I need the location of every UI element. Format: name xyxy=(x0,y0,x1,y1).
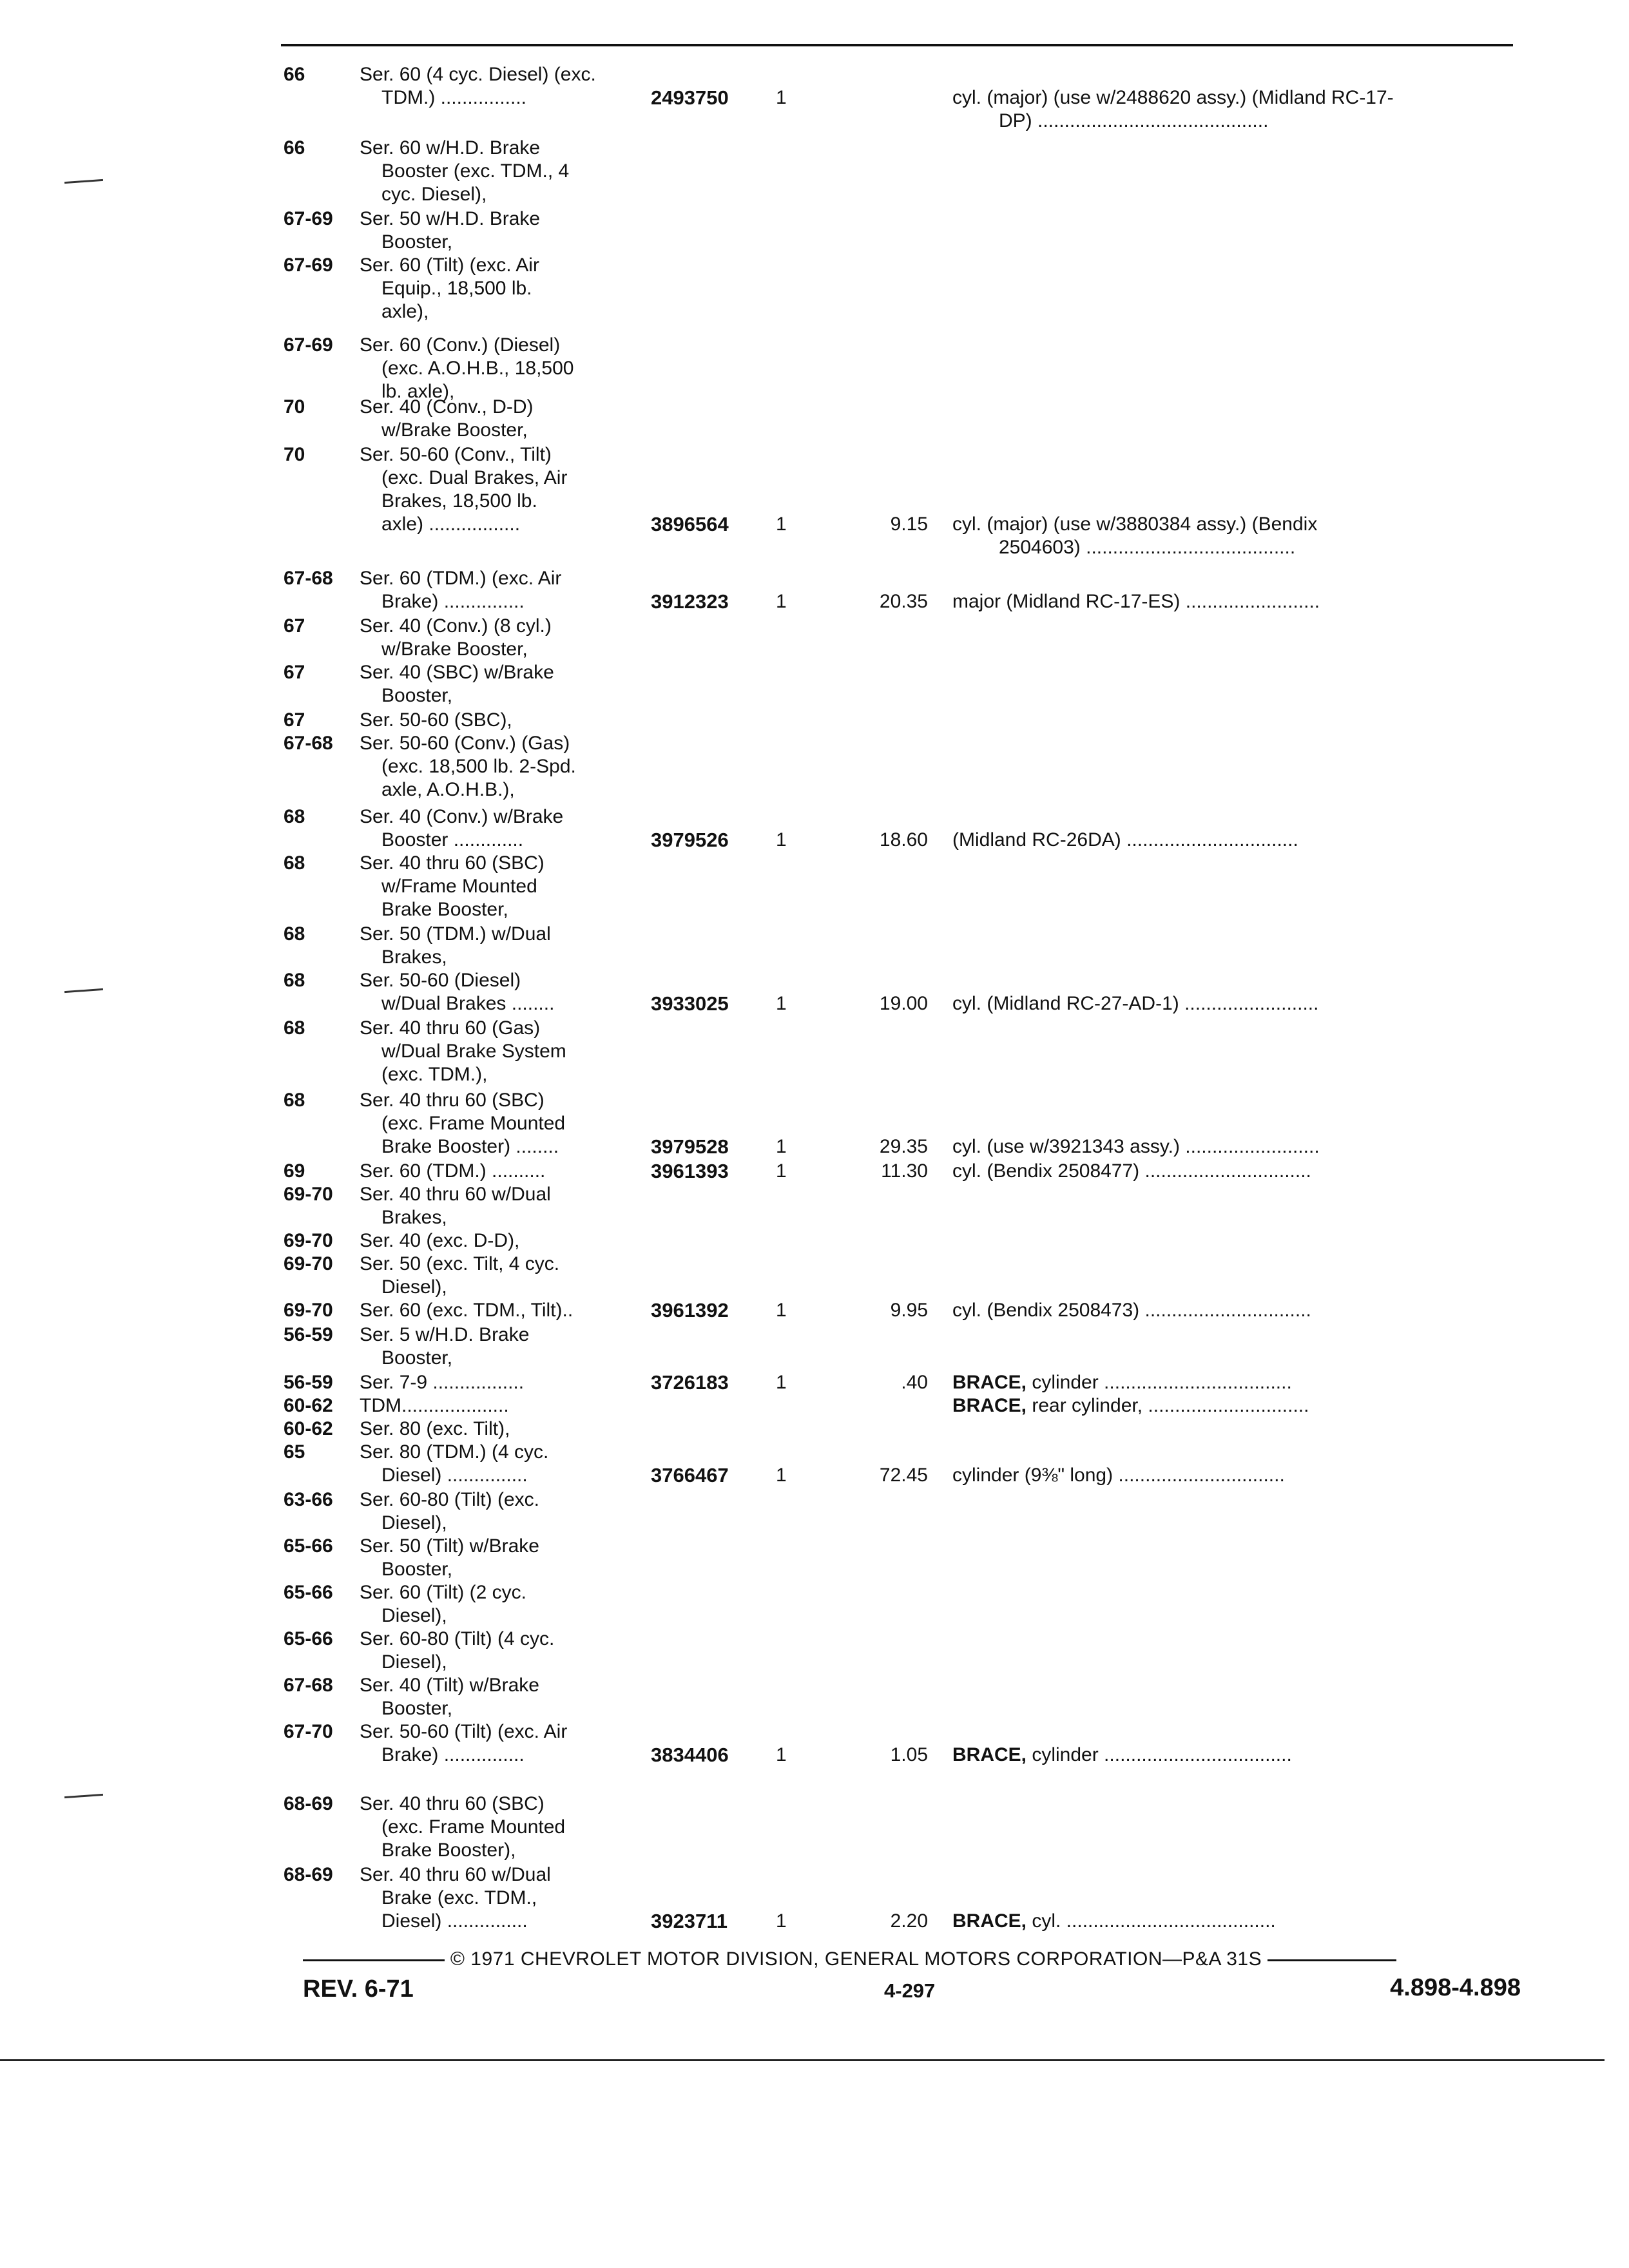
model-year: 68 xyxy=(284,970,305,991)
application-line: Ser. 40 (SBC) w/Brake xyxy=(360,662,554,683)
part-number: 3923711 xyxy=(651,1910,728,1932)
application-line: Booster, xyxy=(381,685,453,706)
application xyxy=(360,567,643,613)
application-line: axle) ................. xyxy=(381,514,521,535)
application xyxy=(360,1441,643,1487)
application xyxy=(360,709,643,732)
description-line: cyl. (Bendix 2508473) ............................... xyxy=(952,1300,1311,1321)
application xyxy=(360,1792,643,1862)
quantity: 1 xyxy=(776,1372,787,1393)
model-year: 67-68 xyxy=(284,733,333,754)
application-line: Brake (exc. TDM., xyxy=(381,1887,537,1908)
application-line: Ser. 50-60 (Conv.) (Gas) xyxy=(360,733,570,754)
application xyxy=(360,137,643,206)
model-year: 68 xyxy=(284,852,305,874)
description xyxy=(952,829,1519,852)
application-line: Brake) ............... xyxy=(381,1744,525,1765)
application-line: (exc. TDM.), xyxy=(381,1064,488,1085)
application xyxy=(360,1720,643,1767)
application xyxy=(360,1323,643,1370)
application xyxy=(360,615,643,661)
application-line: Brakes, xyxy=(381,947,447,968)
model-year: 68 xyxy=(284,1090,305,1111)
quantity: 1 xyxy=(776,1160,787,1182)
list-price: 9.15 xyxy=(890,514,928,535)
application-line: Ser. 60 (Tilt) (exc. Air xyxy=(360,255,539,276)
description-line: cyl. (Midland RC-27-AD-1) ......................... xyxy=(952,993,1319,1014)
application-line: Ser. 50 w/H.D. Brake xyxy=(360,208,541,229)
application-line: Ser. 40 (Conv., D-D) xyxy=(360,396,534,418)
list-price: 29.35 xyxy=(879,1136,928,1157)
model-year: 67-68 xyxy=(284,1675,333,1696)
application-line: Diesel), xyxy=(381,1605,447,1626)
description-line: BRACE, cylinder ................................... xyxy=(952,1744,1292,1765)
application-line: cyc. Diesel), xyxy=(381,184,487,205)
application-line: (exc. Dual Brakes, Air xyxy=(381,467,568,488)
application xyxy=(360,1418,643,1441)
application-line: Brake Booster) ........ xyxy=(381,1136,559,1157)
model-year: 69-70 xyxy=(284,1253,333,1274)
description xyxy=(952,1371,1519,1394)
quantity: 1 xyxy=(776,1136,787,1157)
part-number: 3961393 xyxy=(651,1160,729,1182)
application-line: (exc. A.O.H.B., 18,500 xyxy=(381,358,574,379)
application-line: Ser. 40 (Tilt) w/Brake xyxy=(360,1675,539,1696)
application-line: Ser. 60 w/H.D. Brake xyxy=(360,137,541,159)
model-year: 65-66 xyxy=(284,1628,333,1649)
application-line: Ser. 50 (TDM.) w/Dual xyxy=(360,923,551,945)
description-line: BRACE, cylinder ................................... xyxy=(952,1372,1292,1393)
description-line: cyl. (major) (use w/2488620 assy.) (Midland RC-17- xyxy=(952,87,1394,108)
application-line: Booster, xyxy=(381,1559,453,1580)
description-line: cyl. (Bendix 2508477) ............................... xyxy=(952,1160,1311,1182)
model-year: 68-69 xyxy=(284,1864,333,1885)
application-line: Ser. 60-80 (Tilt) (exc. xyxy=(360,1489,539,1510)
application xyxy=(360,1017,643,1086)
bottom-rule xyxy=(0,2059,1605,2061)
quantity: 1 xyxy=(776,591,787,612)
model-year: 67-69 xyxy=(284,334,333,356)
application xyxy=(360,852,643,921)
footer-underline-left xyxy=(303,1959,445,1961)
application-line: Equip., 18,500 lb. xyxy=(381,278,532,299)
model-year: 63-66 xyxy=(284,1489,333,1510)
application-line: Booster, xyxy=(381,1698,453,1719)
application-line: Ser. 60 (4 cyc. Diesel) (exc. xyxy=(360,64,596,85)
model-year: 67 xyxy=(284,709,305,731)
application-line: Ser. 60 (Conv.) (Diesel) xyxy=(360,334,561,356)
application-line: Ser. 40 (Conv.) w/Brake xyxy=(360,806,564,827)
application-line: Brakes, 18,500 lb. xyxy=(381,490,537,512)
application-line: Brake) ............... xyxy=(381,591,525,612)
quantity: 1 xyxy=(776,1744,787,1765)
model-year: 60-62 xyxy=(284,1395,333,1416)
application xyxy=(360,1229,643,1253)
application xyxy=(360,1863,643,1933)
model-year: 70 xyxy=(284,396,305,418)
model-year: 67-69 xyxy=(284,255,333,276)
application xyxy=(360,1535,643,1581)
description xyxy=(952,992,1519,1015)
application-line: Diesel) ............... xyxy=(381,1910,528,1932)
model-year: 68 xyxy=(284,923,305,945)
model-year: 66 xyxy=(284,64,305,85)
part-number: 3912323 xyxy=(651,590,729,613)
list-price: 18.60 xyxy=(879,829,928,850)
application-line: w/Dual Brakes ........ xyxy=(381,993,555,1014)
quantity: 1 xyxy=(776,1910,787,1932)
part-number: 3766467 xyxy=(651,1464,729,1486)
application-line: (exc. 18,500 lb. 2-Spd. xyxy=(381,756,576,777)
application xyxy=(360,443,643,536)
application xyxy=(360,1394,643,1418)
model-year: 68 xyxy=(284,806,305,827)
model-year: 68 xyxy=(284,1017,305,1039)
application-line: Ser. 40 thru 60 w/Dual xyxy=(360,1184,551,1205)
application-line: Ser. 50-60 (SBC), xyxy=(360,709,512,731)
application xyxy=(360,254,643,323)
model-year: 68-69 xyxy=(284,1793,333,1814)
description xyxy=(952,1299,1519,1322)
application xyxy=(360,1488,643,1535)
description xyxy=(952,513,1519,559)
application-line: Booster, xyxy=(381,1347,453,1369)
application-line: Ser. 60-80 (Tilt) (4 cyc. xyxy=(360,1628,555,1649)
model-year: 67-69 xyxy=(284,208,333,229)
application xyxy=(360,732,643,802)
application xyxy=(360,1628,643,1674)
application xyxy=(360,1089,643,1158)
model-year: 67 xyxy=(284,615,305,637)
application-line: Ser. 50-60 (Conv., Tilt) xyxy=(360,444,552,465)
application-line: Ser. 7-9 ................. xyxy=(360,1372,525,1393)
application-line: Ser. 50-60 (Tilt) (exc. Air xyxy=(360,1721,568,1742)
copyright-text: © 1971 CHEVROLET MOTOR DIVISION, GENERAL MOTORS CORPORATION—P&A 31S xyxy=(450,1948,1262,1970)
description-line: (Midland RC-26DA) ................................ xyxy=(952,829,1298,850)
part-number: 3961392 xyxy=(651,1299,729,1321)
application-line: Ser. 40 (exc. D-D), xyxy=(360,1230,520,1251)
quantity: 1 xyxy=(776,87,787,108)
application-line: Brake Booster, xyxy=(381,899,508,920)
quantity: 1 xyxy=(776,829,787,850)
quantity: 1 xyxy=(776,1465,787,1486)
application-line: Ser. 80 (exc. Tilt), xyxy=(360,1418,510,1439)
application xyxy=(360,923,643,969)
list-price: 11.30 xyxy=(881,1160,928,1182)
application xyxy=(360,334,643,403)
application-line: Brake Booster), xyxy=(381,1840,516,1861)
application-line: Ser. 40 thru 60 (SBC) xyxy=(360,852,545,874)
application-line: Ser. 60 (exc. TDM., Tilt).. xyxy=(360,1300,574,1321)
model-year: 65-66 xyxy=(284,1582,333,1603)
part-number: 3896564 xyxy=(651,513,729,535)
description-line: BRACE, cyl. ....................................... xyxy=(952,1910,1276,1932)
description-line: cyl. (major) (use w/3880384 assy.) (Bendix xyxy=(952,514,1318,535)
list-price: 72.45 xyxy=(879,1465,928,1486)
application-line: Diesel), xyxy=(381,1512,447,1533)
application-line: Diesel), xyxy=(381,1651,447,1673)
application-line: Ser. 50 (exc. Tilt, 4 cyc. xyxy=(360,1253,560,1274)
group-code: 4.898-4.898 xyxy=(1390,1974,1521,2001)
list-price: .40 xyxy=(901,1372,928,1393)
part-number: 3834406 xyxy=(651,1744,729,1766)
application-line: axle, A.O.H.B.), xyxy=(381,779,515,800)
page-number: 4-297 xyxy=(884,1979,936,2002)
application-line: TDM.) ................ xyxy=(381,87,526,108)
application xyxy=(360,1253,643,1299)
part-number: 3979526 xyxy=(651,829,729,851)
model-year: 69 xyxy=(284,1160,305,1182)
description xyxy=(952,1744,1519,1767)
part-number: 3979528 xyxy=(651,1135,729,1158)
application-line: w/Brake Booster, xyxy=(381,419,528,441)
description xyxy=(952,1135,1519,1158)
application-line: TDM.................... xyxy=(360,1395,509,1416)
application-line: Ser. 50-60 (Diesel) xyxy=(360,970,521,991)
application-line: Booster, xyxy=(381,231,453,253)
description-line: BRACE, rear cylinder, .............................. xyxy=(952,1395,1309,1416)
description xyxy=(952,86,1519,133)
description xyxy=(952,1160,1519,1183)
application-line: (exc. Frame Mounted xyxy=(381,1816,566,1838)
application-line: Ser. 80 (TDM.) (4 cyc. xyxy=(360,1441,549,1463)
application-line: w/Frame Mounted xyxy=(381,876,537,897)
application-line: Ser. 60 (TDM.) .......... xyxy=(360,1160,546,1182)
application-line: w/Dual Brake System xyxy=(381,1041,566,1062)
description xyxy=(952,590,1519,613)
model-year: 67-68 xyxy=(284,568,333,589)
application-line: w/Brake Booster, xyxy=(381,639,528,660)
list-price: 19.00 xyxy=(879,993,928,1014)
model-year: 69-70 xyxy=(284,1184,333,1205)
application-line: (exc. Frame Mounted xyxy=(381,1113,566,1134)
application xyxy=(360,396,643,442)
quantity: 1 xyxy=(776,1300,787,1321)
model-year: 66 xyxy=(284,137,305,159)
application-line: Ser. 40 (Conv.) (8 cyl.) xyxy=(360,615,552,637)
model-year: 56-59 xyxy=(284,1372,333,1393)
application-line: Ser. 60 (Tilt) (2 cyc. xyxy=(360,1582,526,1603)
application-line: Ser. 40 thru 60 w/Dual xyxy=(360,1864,551,1885)
description xyxy=(952,1910,1519,1933)
model-year: 67 xyxy=(284,662,305,683)
model-year: 69-70 xyxy=(284,1230,333,1251)
application-line: Ser. 40 thru 60 (Gas) xyxy=(360,1017,541,1039)
application-line: Ser. 60 (TDM.) (exc. Air xyxy=(360,568,562,589)
footer-underline-right xyxy=(1268,1959,1396,1961)
quantity: 1 xyxy=(776,514,787,535)
list-price: 2.20 xyxy=(890,1910,928,1932)
application xyxy=(360,1371,643,1394)
application-line: axle), xyxy=(381,301,429,322)
revision-label: REV. 6-71 xyxy=(303,1975,414,2003)
application-line: Ser. 5 w/H.D. Brake xyxy=(360,1324,530,1345)
part-number: 3933025 xyxy=(651,992,729,1015)
application-line: Diesel), xyxy=(381,1276,447,1298)
list-price: 9.95 xyxy=(890,1300,928,1321)
application-line: Ser. 50 (Tilt) w/Brake xyxy=(360,1535,539,1557)
footer-copyright xyxy=(303,1948,1521,1970)
model-year: 70 xyxy=(284,444,305,465)
application xyxy=(360,1299,643,1322)
model-year: 65 xyxy=(284,1441,305,1463)
model-year: 69-70 xyxy=(284,1300,333,1321)
description-line: 2504603) ....................................... xyxy=(999,537,1296,558)
application-line: Ser. 40 thru 60 (SBC) xyxy=(360,1793,545,1814)
application-line: Booster ............. xyxy=(381,829,524,850)
model-year: 56-59 xyxy=(284,1324,333,1345)
description-line: major (Midland RC-17-ES) ......................... xyxy=(952,591,1320,612)
application-line: Diesel) ............... xyxy=(381,1465,528,1486)
part-number: 3726183 xyxy=(651,1371,729,1394)
application xyxy=(360,661,643,707)
description xyxy=(952,1464,1519,1487)
application xyxy=(360,1160,643,1183)
application-line: Booster (exc. TDM., 4 xyxy=(381,160,570,182)
part-number: 2493750 xyxy=(651,86,729,109)
application-line: Ser. 40 thru 60 (SBC) xyxy=(360,1090,545,1111)
list-price: 20.35 xyxy=(879,591,928,612)
model-year: 67-70 xyxy=(284,1721,333,1742)
application xyxy=(360,805,643,852)
quantity: 1 xyxy=(776,993,787,1014)
application xyxy=(360,969,643,1015)
model-year: 65-66 xyxy=(284,1535,333,1557)
application-line: Brakes, xyxy=(381,1207,447,1228)
description xyxy=(952,1394,1519,1418)
application xyxy=(360,1183,643,1229)
application xyxy=(360,63,643,110)
application-line: lb. axle), xyxy=(381,381,455,402)
description-line: cyl. (use w/3921343 assy.) ......................... xyxy=(952,1136,1320,1157)
model-year: 60-62 xyxy=(284,1418,333,1439)
description-line: DP) ........................................... xyxy=(999,110,1269,131)
application xyxy=(360,1581,643,1628)
application xyxy=(360,207,643,254)
list-price: 1.05 xyxy=(890,1744,928,1765)
application xyxy=(360,1674,643,1720)
description-line: cylinder (9⅜" long) ............................... xyxy=(952,1465,1285,1486)
